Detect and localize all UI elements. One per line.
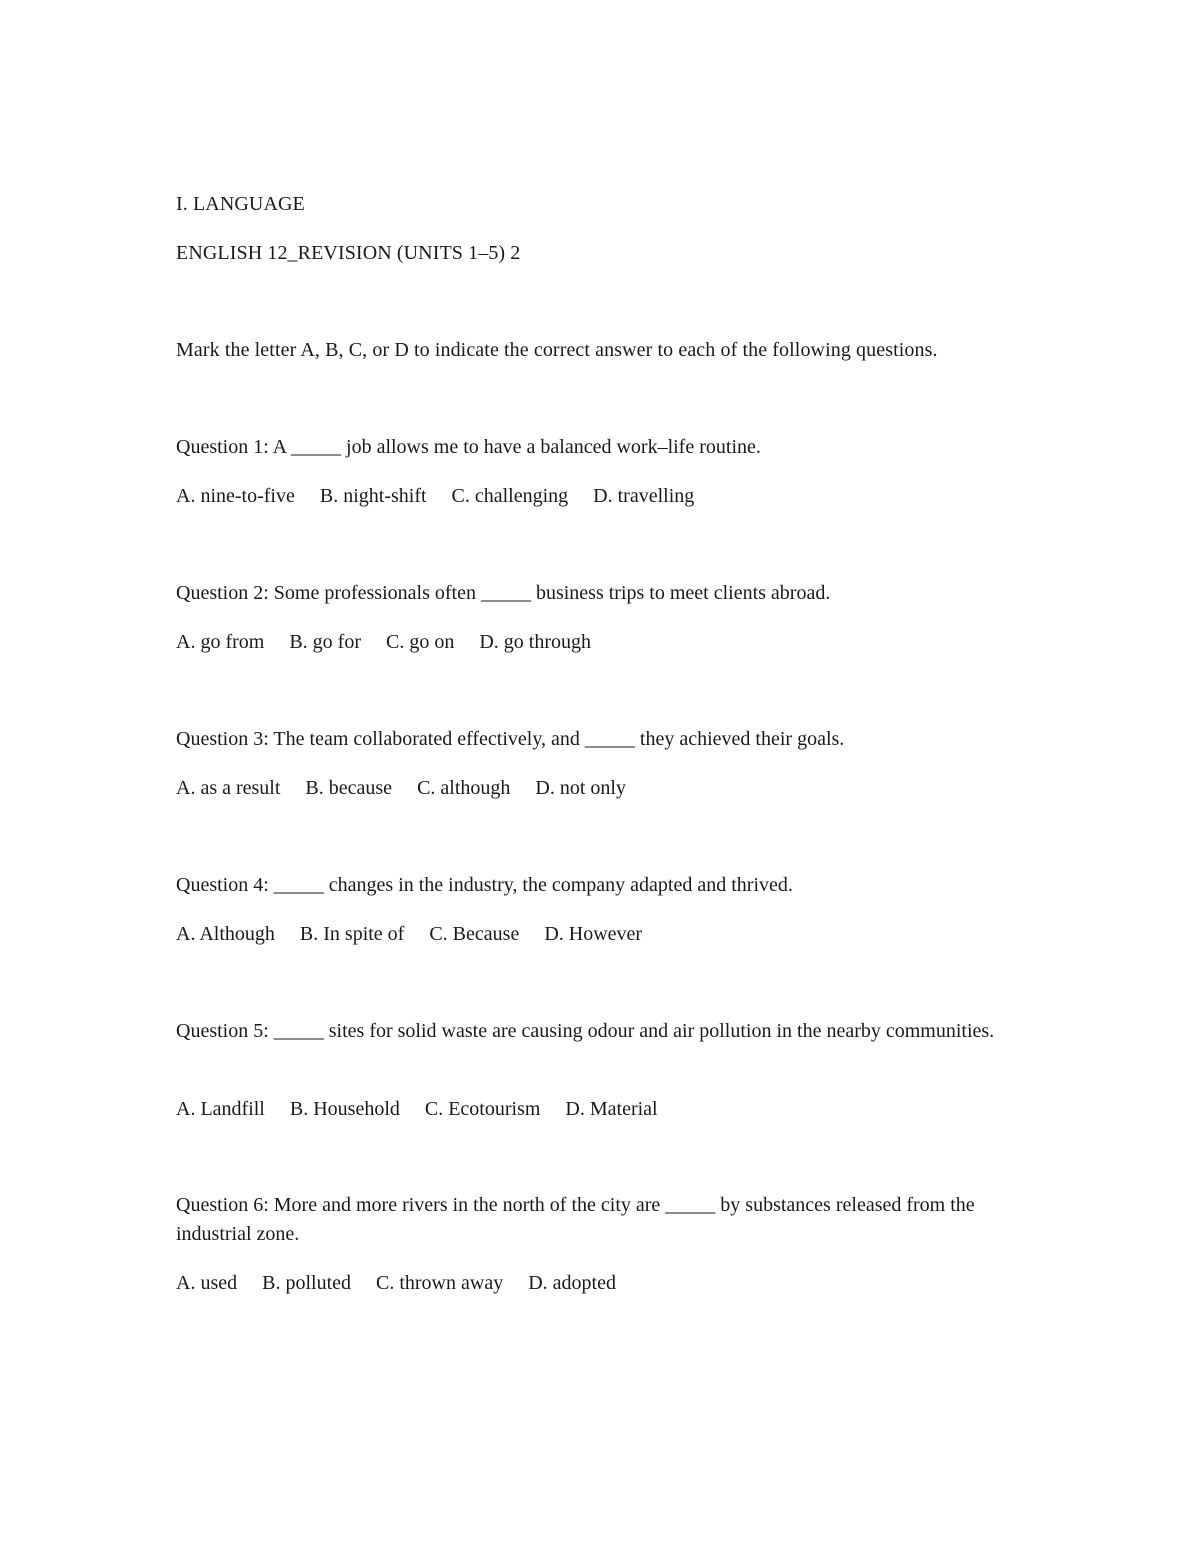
question-3-option-a: A. as a result — [176, 777, 281, 799]
question-2-option-c: C. go on — [386, 631, 455, 653]
question-2-options — [176, 628, 591, 657]
question-1-option-d: D. travelling — [593, 485, 695, 507]
question-5-option-b: B. Household — [289, 1098, 400, 1120]
question-4-option-b: B. In spite of — [299, 923, 405, 945]
question-6-option-d: D. adopted — [528, 1272, 616, 1294]
section-heading: I. LANGUAGE — [176, 193, 305, 215]
question-3-options — [176, 774, 626, 803]
question-5-option-c: C. Ecotourism — [424, 1098, 541, 1120]
question-1-option-b: B. night-shift — [319, 485, 427, 507]
question-5-options — [176, 1095, 658, 1124]
instruction-text: Mark the letter A, B, C, or D to indicate the correct answer to each of the following questions. — [176, 339, 938, 361]
question-6-option-a: A. used — [176, 1272, 238, 1294]
question-4-options — [176, 920, 642, 949]
question-4-option-a: A. Although — [176, 923, 275, 945]
question-6-text: Question 6: More and more rivers in the north of the city are _____ by substances released from the industrial zone. — [176, 1194, 975, 1245]
question-5-option-d: D. Material — [565, 1098, 658, 1120]
question-6-option-b: B. polluted — [262, 1272, 351, 1294]
question-6-option-c: C. thrown away — [376, 1272, 504, 1294]
question-3-option-d: D. not only — [535, 777, 626, 799]
question-5-option-a: A. Landfill — [176, 1098, 265, 1120]
question-1-options — [176, 482, 694, 511]
question-2-option-b: B. go for — [289, 631, 361, 653]
question-3-text: Question 3: The team collaborated effectively, and _____ they achieved their goals. — [176, 728, 845, 750]
question-3-option-b: B. because — [305, 777, 393, 799]
question-5-text: Question 5: _____ sites for solid waste are causing odour and air pollution in the nearby communities. — [176, 1020, 995, 1042]
question-1-option-a: A. nine-to-five — [176, 485, 295, 507]
question-4-option-c: C. Because — [429, 923, 520, 945]
question-2-text: Question 2: Some professionals often _____ business trips to meet clients abroad. — [176, 582, 831, 604]
question-4-text: Question 4: _____ changes in the industry, the company adapted and thrived. — [176, 874, 793, 896]
question-4-option-d: D. However — [544, 923, 643, 945]
question-3-option-c: C. although — [417, 777, 511, 799]
question-6-options — [176, 1269, 616, 1298]
question-1-text: Question 1: A _____ job allows me to have a balanced work–life routine. — [176, 436, 761, 458]
document-title: ENGLISH 12_REVISION (UNITS 1–5) 2 — [176, 242, 521, 264]
question-1-option-c: C. challenging — [451, 485, 569, 507]
question-2-option-a: A. go from — [176, 631, 265, 653]
question-2-option-d: D. go through — [479, 631, 592, 653]
